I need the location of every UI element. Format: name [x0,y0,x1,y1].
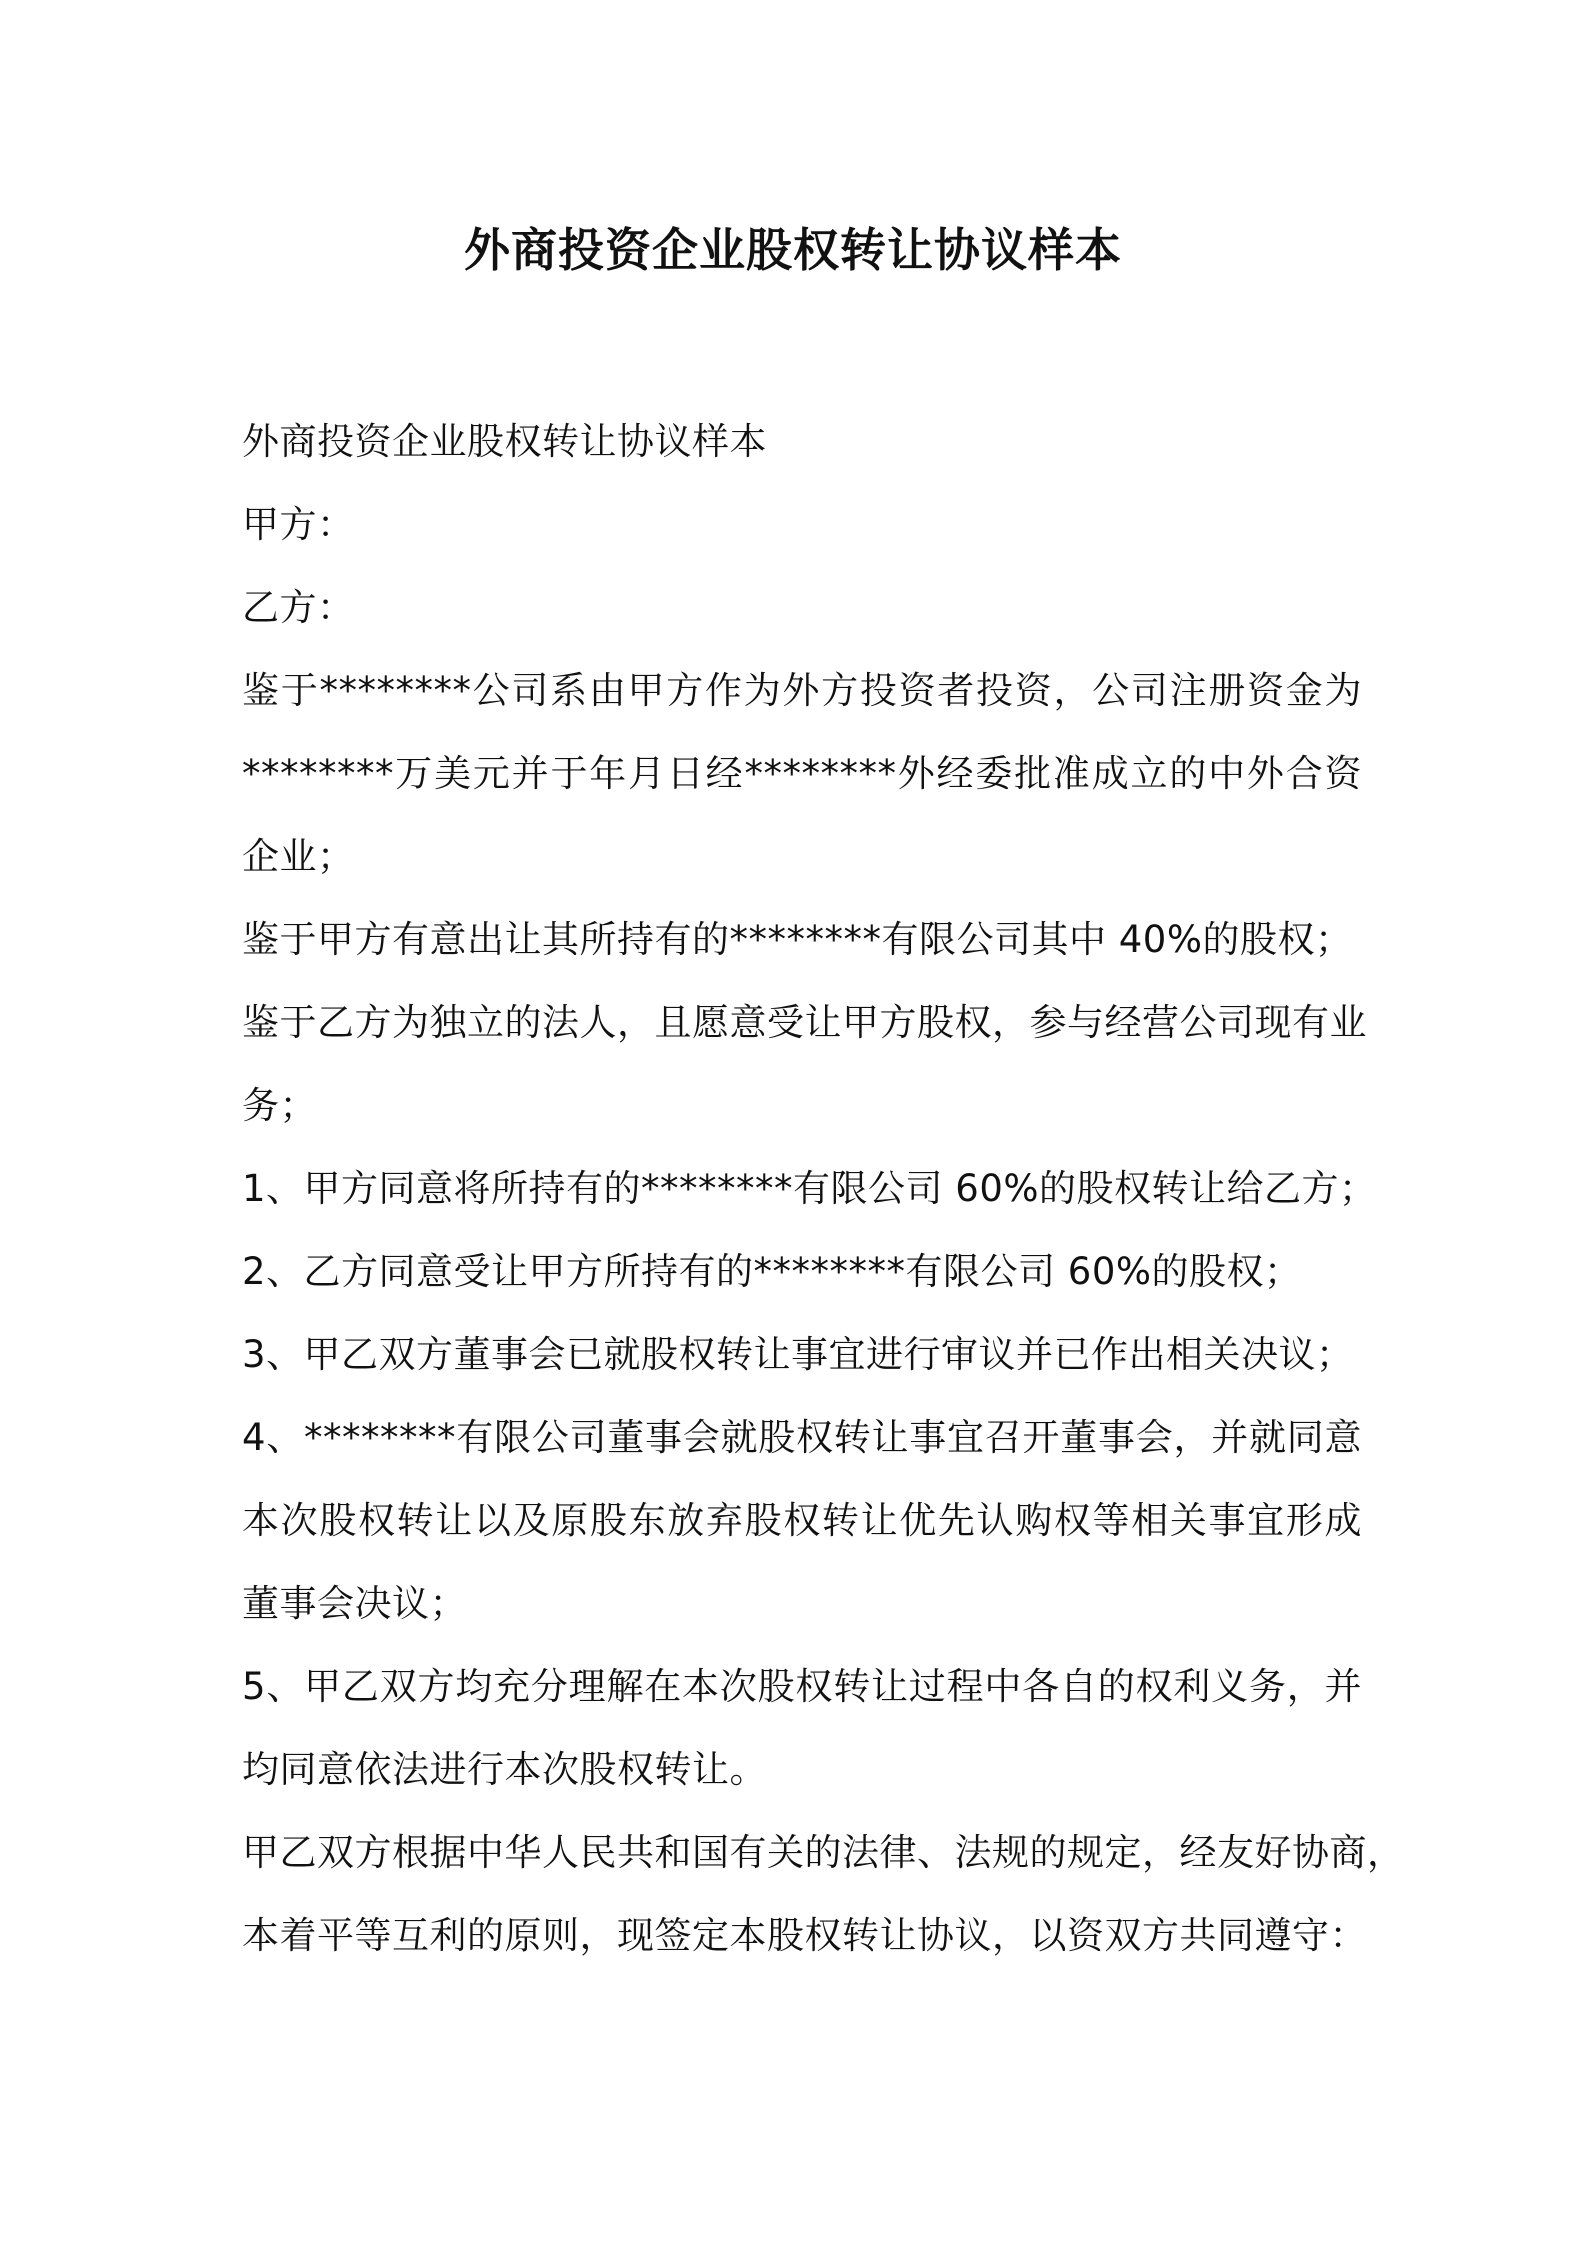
clause-4-cont: 本次股权转让以及原股东放弃股权转让优先认购权等相关事宜形成 [242,1499,1362,1542]
clause-5-end: 均同意依法进行本次股权转让。 [242,1748,767,1791]
text-line: 务； [242,1084,317,1127]
party-a-line: 甲方： [242,503,355,546]
party-b-line: 乙方： [242,586,355,629]
text-line: 鉴于乙方为独立的法人，且愿意受让甲方股权，参与经营公司现有业 [242,1001,1367,1044]
document-body [242,400,1405,1977]
clause-5: 5、甲乙双方均充分理解在本次股权转让过程中各自的权利义务，并 [242,1665,1362,1708]
text-line: ********万美元并于年月日经********外经委批准成立的中外合资 [242,752,1362,795]
clause-2: 2、乙方同意受让甲方所持有的********有限公司 60%的股权； [242,1250,1302,1293]
clause-4: 4、********有限公司董事会就股权转让事宜召开董事会，并就同意 [242,1416,1362,1459]
text-line: 本着平等互利的原则，现签定本股权转让协议，以资双方共同遵守： [242,1914,1367,1957]
clause-1: 1、甲方同意将所持有的********有限公司 60%的股权转让给乙方； [242,1167,1377,1210]
clause-3: 3、甲乙双方董事会已就股权转让事宜进行审议并已作出相关决议； [242,1333,1354,1376]
clause-4-end: 董事会决议； [242,1582,467,1625]
document-title: 外商投资企业股权转让协议样本 [464,223,1122,277]
text-line: 企业； [242,835,355,878]
text-line: 鉴于********公司系由甲方作为外方投资者投资，公司注册资金为 [242,669,1362,712]
text-line: 鉴于甲方有意出让其所持有的********有限公司其中 40%的股权； [242,918,1353,961]
text-line: 甲乙双方根据中华人民共和国有关的法律、法规的规定，经友好协商， [242,1831,1405,1874]
subtitle-line: 外商投资企业股权转让协议样本 [242,420,767,463]
